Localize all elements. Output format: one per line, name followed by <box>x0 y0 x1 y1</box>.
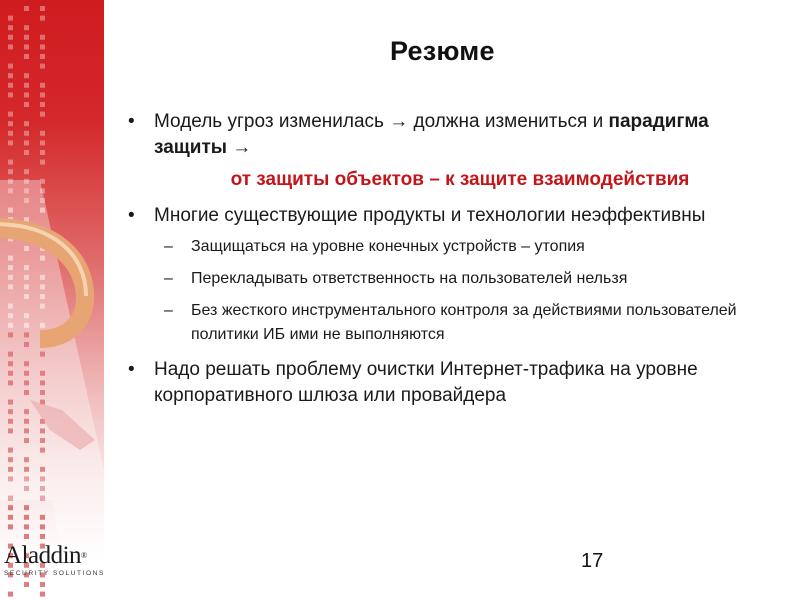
grid-dot <box>8 64 13 69</box>
grid-dot <box>24 534 29 539</box>
grid-dot <box>8 160 13 165</box>
grid-dot <box>24 6 29 11</box>
grid-dot <box>24 140 29 145</box>
grid-dot <box>40 150 45 155</box>
sub-item-endpoints: – Защищаться на уровне конечных устройств – утопия <box>126 235 766 259</box>
grid-dot <box>8 131 13 136</box>
bullet-traffic <box>126 357 766 409</box>
slide-content <box>126 109 766 409</box>
sub-list <box>126 235 766 347</box>
grid-dot <box>40 515 45 520</box>
aladdin-logo <box>4 543 104 579</box>
grid-dot <box>40 44 45 49</box>
grid-dot <box>40 131 45 136</box>
bullet-traffic-text: Надо решать проблему очистки Интернет-трафика на уровне корпоративного шлюза или провайдера <box>154 359 698 406</box>
grid-dot <box>8 121 13 126</box>
grid-dot <box>24 25 29 30</box>
grid-dot <box>24 44 29 49</box>
grid-dot <box>40 102 45 107</box>
grid-dot <box>40 64 45 69</box>
logo-wordmark <box>4 543 104 568</box>
bullet-paradigm-arrow: → <box>227 137 252 158</box>
grid-dot <box>8 35 13 40</box>
grid-dot <box>24 102 29 107</box>
decorative-artwork <box>0 0 104 600</box>
grid-dot <box>8 16 13 21</box>
grid-dot <box>8 592 13 597</box>
bullet-ineffective-text: Многие существующие продукты и технологии неэффективны <box>154 205 706 226</box>
grid-dot <box>8 169 13 174</box>
grid-dot <box>24 131 29 136</box>
grid-dot <box>24 83 29 88</box>
grid-dot <box>24 524 29 529</box>
grid-dot <box>24 121 29 126</box>
logo-tagline: SECURITY SOLUTIONS <box>4 570 105 577</box>
grid-dot <box>40 54 45 59</box>
grid-dot <box>40 592 45 597</box>
bullet-paradigm-text: Модель угроз изменилась → должна измениться и <box>154 111 609 132</box>
grid-dot <box>8 92 13 97</box>
grid-dot <box>24 54 29 59</box>
grid-dot <box>24 35 29 40</box>
grid-dot <box>8 25 13 30</box>
slide-title: Резюме <box>390 36 495 66</box>
grid-dot <box>40 179 45 184</box>
highlight-statement: от защиты объектов – к защите взаимодействия <box>230 169 690 190</box>
grid-dot <box>24 169 29 174</box>
grid-dot <box>24 92 29 97</box>
grid-dot <box>24 73 29 78</box>
grid-dot <box>24 505 29 510</box>
grid-dot <box>8 83 13 88</box>
grid-dot <box>40 35 45 40</box>
sub-item-users: – Перекладывать ответственность на пользователей нельзя <box>126 267 766 291</box>
side-decoration <box>0 0 104 600</box>
grid-dot <box>40 160 45 165</box>
grid-dot <box>40 83 45 88</box>
logo-trademark: ® <box>81 551 87 560</box>
grid-dot <box>40 6 45 11</box>
grid-dot <box>24 582 29 587</box>
grid-dot <box>8 44 13 49</box>
grid-dot <box>40 92 45 97</box>
bullet-ineffective <box>126 203 766 229</box>
bullet-paradigm-bold: парадигма защиты <box>154 111 709 158</box>
grid-dot <box>8 73 13 78</box>
grid-dot <box>8 112 13 117</box>
grid-dot <box>24 150 29 155</box>
grid-dot <box>40 16 45 21</box>
grid-dot <box>8 140 13 145</box>
bullet-paradigm <box>126 109 766 161</box>
grid-dot <box>40 140 45 145</box>
grid-dot <box>40 112 45 117</box>
grid-dot <box>8 524 13 529</box>
grid-dot <box>40 534 45 539</box>
grid-dot <box>40 524 45 529</box>
grid-dot <box>8 515 13 520</box>
sub-item-control: – Без жесткого инструментального контроля за действиями пользователей политики ИБ ими не выполняются <box>126 299 751 347</box>
page-number: 17 <box>581 550 604 572</box>
logo-name: Aladdin <box>4 542 82 569</box>
grid-dot <box>24 515 29 520</box>
grid-dot <box>40 582 45 587</box>
grid-dot <box>8 505 13 510</box>
